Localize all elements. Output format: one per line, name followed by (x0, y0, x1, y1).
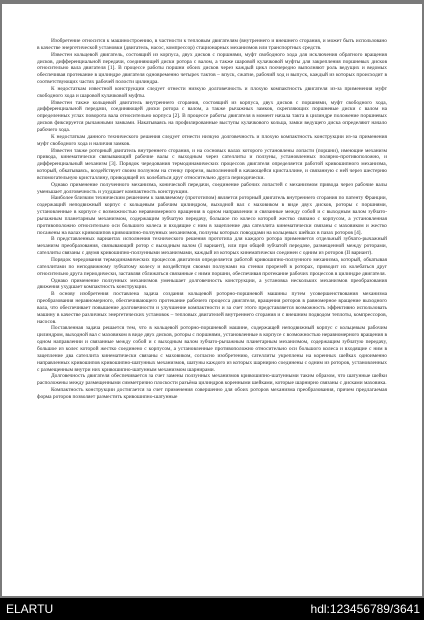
paragraph: Поставленная задача решается тем, что в кольцевой роторно-поршневой машине, содержащей неподвижный корпус с кольцевым рабочим цилиндром, выходной вал с маховиком в виде двух дисков, роторы с поршнями, установленные в корпусе с возможностью неравномерного вращения в одном направлении и связанные между собой и с выходным валом зубчато-рычажным планетарным механизмом, содержащим зубчатую передачу, большое из колес которой жестко соединено с корпусом, а установленные противоположно относительно оси большого колеса и входящие с ним в зацепление два сателлита кинематически связаны с маховиком, согласно изобретению, сателлиты укреплены на коренных шейках одноименно направленных кривошипов кривошипно-шатунных механизмов, шатуны каждого из которых шарнирно соединены с одним из роторов, установленных с размещенным внутри них кривошипно-шатунным механизмом шарнирами. (37, 325, 387, 373)
document-page (2, 4, 422, 596)
paragraph: Порядок чередования термодинамических процессов двигателя определяется работой кривошипно-ползунного механизма, который, обкатывая сателлитами по неподвижному зубчатому колесу и воздействуя своими ползунами на стенки прорезей в роторах, приводит их колебаться друг относительно друга периодически, заставляя сближаться связанные с ними поршни, обеспечивая протекание рабочих процессов в цилиндре двигателя. (37, 257, 387, 277)
paragraph: В основу изобретения поставлена задача создания кольцевой роторно-поршневой машины путем усовершенствования механизма преобразования неравномерного, обеспечивающего протекание рабочего процесса двигателя, вращения роторов в равномерное вращение выходного вала, что обеспечивает повышение долговечности и улучшение компактности и за счет этого представляется возможность эффективно использовать машину в качестве различных энергетических установок – тепловых двигателей внутреннего сгорания и с внешним подводом теплоты, компрессоров, насосов. (37, 291, 387, 325)
paragraph: Известен также кольцевой двигатель внутреннего сгорания, состоящий из корпуса, двух дисков с поршнями, муфт свободного хода, дифференциальной передачи, соединяющей диски ротора с валом, а также рычажных замков, скрепляющих поршневые диски с валом на определенных углах поворота вала относительно корпуса [2]. В процессе работы двигателя в момент начала такта в цилиндре положение поршневых дисков фиксируется рычажными замками. Накатываясь на профилированные выступы кулачкового кольца, замки ведущего диска определяют начало рабочего хода. (37, 99, 387, 133)
handle-identifier: hdl:123456789/3641 (310, 602, 420, 616)
paragraph: К недостаткам данного технического решения следует отнести низкую долговечность и плохую компактность конструкции из-за применения муфт свободного хода и наличия замков. (37, 133, 387, 147)
paragraph: Наиболее близким техническим решением к заявляемому (прототипом) является роторный двигатель внутреннего сгорания по патенту Франции, содержащий неподвижный корпус с кольцевым рабочим цилиндром, выходной вал с маховиком в виде двух дисков, роторы с поршнями, установленные в корпусе с возможностью неравномерного вращения в одном направлении и связанные между собой и с выходным валом зубчато-рычажным планетарным механизмом, содержащим зубчатую передачу, большое по колесо которой жестко связано с корпусом, а установленная противоположно относительно оси большого колеса и входящие с ним в зацепление два сателлита кинематически связаны с маховиком и жестко посажены на валах кривошипов кривошипно-ползунных механизмов, ползуны которых поводцами на кольцевых шейках в пазах роторов [4]. (37, 195, 387, 236)
paragraph: Изобретение относится к машиностроению, в частности к тепловым двигателям (внутреннего и внешнего сгорания, и может быть использовано в качестве энергетической установки (двигатель, насос, компрессор) стационарных механизмов или транспортных средств. (37, 38, 387, 51)
paragraph: Однако применение полученного механизма, конической передачи, соединение рабочих лопастей с механизмом привода через рабочие валы уменьшает долговечность и ухудшает компактность конструкции. (37, 181, 387, 195)
paragraph: В представленных вариантах исполнения технического решения прототипа для каждого ротора применяется отдельный зубчато-рычажный механизм преобразования, связывающий ротор с выходным валом (I вариант), или при общей зубчатой передаче, размещенной между роторами, сателлиты связаны с двумя кривошипно-ползунными механизмами, каждый из которых кинематически соединен с одним из роторов (II вариант). (37, 236, 387, 257)
paragraph: Компактность конструкции достигается за счет применения совершенно для обоих роторов механизма преобразования, причем предлагаемая форма роторов позволяет разместить кривошипно-шатунные (37, 387, 387, 400)
paragraph: Известен кольцевой двигатель, состоящий из корпуса, двух дисков с поршнями, муфт свободного хода для исключения обратного вращения дисков, дифференциальной передачи, соединяющей диски ротора с валом, а также шаровой кулачковой муфты для закрепления поршневых дисков относительно вала двигателя [1]. В процессе работы поршни обоих дисков через каждый цикл поочередно выполняют роль ведущих и ведомых обеспечивая протекание в цилиндре двигателя одновременно четырех тактов – впуск, сжатие, рабочий ход и выпуск, каждый из которых происходит в соответствующих частях рабочей полости цилиндра. (37, 51, 387, 86)
paragraph: Известен также роторный двигатель внутреннего сгорания, и на сосновых валах которого установлены лопасти (поршни), имеющие механизм привода, кинематически связывающий рабочие валы с выходным через сателлиты и ползуны, установленных полярно-противоположно, и дифференциальный механизм [3]. Порядок чередования термодинамических процессов двигателя определяется работой кривошипного механизма, который, обкатываясь, воздействует своим ползуном на стенку прорези, выполненной в качающейся кристаллине, и связанную с ней через шестерню вспомогательную кристаллину, приводящей их колебаться друг относительно друга периодически. (37, 147, 387, 181)
paragraph: Однако применение ползунных механизмов уменьшает долговечность конструкции, а установка нескольких механизмов преобразования движения ухудшает компактность конструкции. (37, 277, 387, 291)
paragraph: К недостаткам известной конструкции следует отнести низкую долговечность и плохую компактность двигателя из-за применения муфт свободного хода и шаровой кулачковой муфты. (37, 85, 387, 99)
paragraph: Долговечность двигателя обеспечивается за счет замены ползунных механизмов кривошипно-шатунными таким образом, что шатунные шейки расположены между размещенными симметрично плоскости разъёма цилиндров коренными шейками, которые шарнирно связаны с дисками маховика. (37, 373, 387, 387)
repository-name: ELARTU (6, 602, 54, 616)
footer-bar (0, 598, 424, 620)
